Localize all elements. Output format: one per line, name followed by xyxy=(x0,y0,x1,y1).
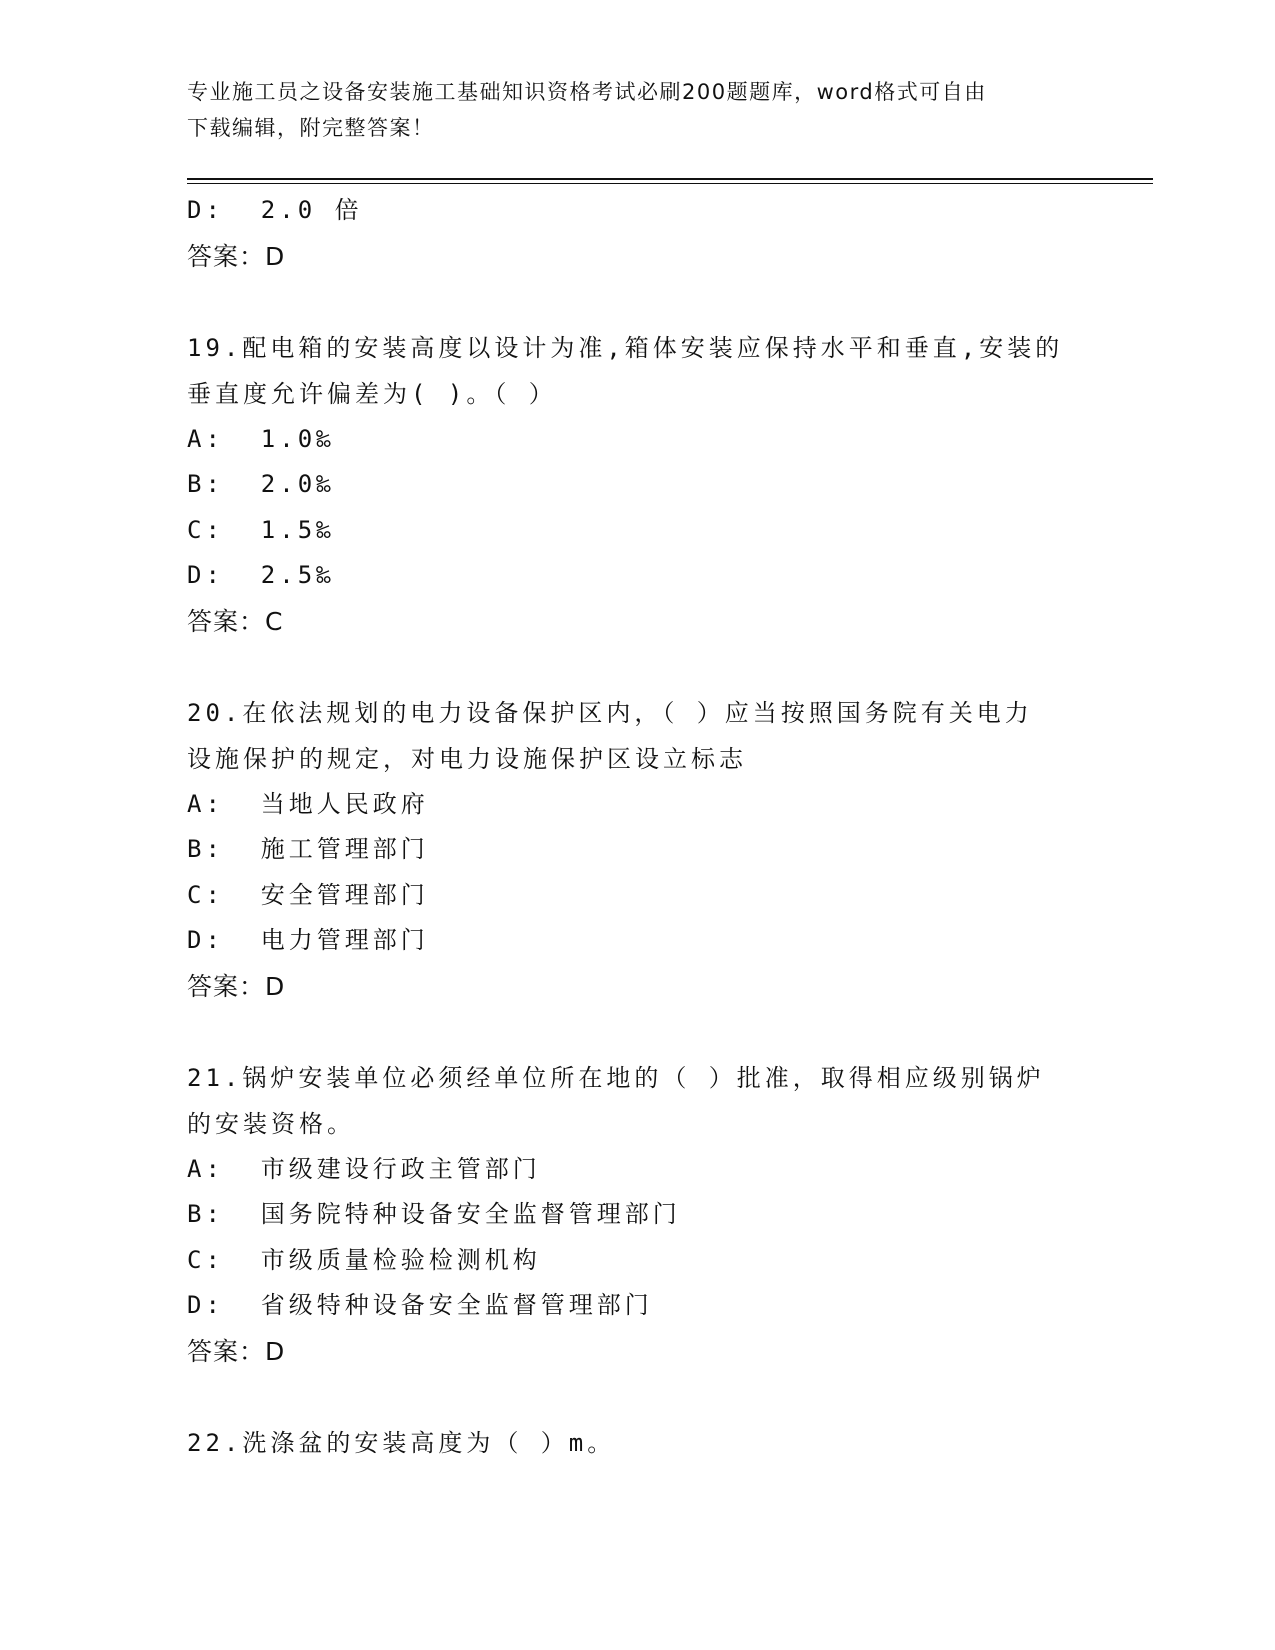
option-d: D: 省级特种设备安全监督管理部门 xyxy=(187,1291,653,1319)
answer-line: 答案：D xyxy=(187,241,286,271)
option-d: D: 2.0 倍 xyxy=(187,196,363,224)
header-title-line-1: 专业施工员之设备安装施工基础知识资格考试必刷200题题库，word格式可自由 xyxy=(187,80,987,104)
question-text-line-1: 19.配电箱的安装高度以设计为准,箱体安装应保持水平和垂直,安装的 xyxy=(187,333,1064,362)
previous-question-tail xyxy=(187,188,1087,280)
spacer xyxy=(187,280,1087,325)
question-text-line-1: 21.锅炉安装单位必须经单位所在地的（ ）批准，取得相应级别锅炉 xyxy=(187,1063,1045,1092)
option-c: C: 市级质量检验检测机构 xyxy=(187,1245,541,1274)
spacer xyxy=(187,1375,1087,1420)
question-text-line-1: 22.洗涤盆的安装高度为（ ）m。 xyxy=(187,1428,616,1457)
option-a: A: 当地人民政府 xyxy=(187,789,429,818)
option-d: D: 2.5‰ xyxy=(187,561,335,589)
answer-line: 答案：D xyxy=(187,971,286,1001)
spacer xyxy=(187,1010,1087,1055)
header-divider-thin xyxy=(187,183,1153,184)
answer-line: 答案：C xyxy=(187,606,284,636)
question-19 xyxy=(187,325,1087,645)
question-text-line-2: 垂直度允许偏差为( )。（ ） xyxy=(187,379,557,408)
question-text-line-2: 的安装资格。 xyxy=(187,1109,355,1138)
answer-line: 答案：D xyxy=(187,1336,286,1366)
option-b: B: 施工管理部门 xyxy=(187,835,429,863)
question-text-line-2: 设施保护的规定，对电力设施保护区设立标志 xyxy=(187,744,747,773)
document-header xyxy=(187,74,1087,146)
option-a: A: 市级建设行政主管部门 xyxy=(187,1154,541,1183)
option-b: B: 2.0‰ xyxy=(187,470,335,498)
question-21 xyxy=(187,1055,1087,1375)
spacer xyxy=(187,645,1087,690)
option-c: C: 1.5‰ xyxy=(187,515,335,544)
header-divider-thick xyxy=(187,178,1153,180)
option-d: D: 电力管理部门 xyxy=(187,926,429,954)
question-20 xyxy=(187,690,1087,1010)
header-title-line-2: 下载编辑，附完整答案！ xyxy=(187,116,435,140)
question-22 xyxy=(187,1420,1087,1466)
question-list xyxy=(187,188,1087,1466)
option-b: B: 国务院特种设备安全监督管理部门 xyxy=(187,1200,681,1228)
option-c: C: 安全管理部门 xyxy=(187,880,429,909)
question-text-line-1: 20.在依法规划的电力设备保护区内，（ ）应当按照国务院有关电力 xyxy=(187,698,1033,727)
option-a: A: 1.0‰ xyxy=(187,424,335,453)
